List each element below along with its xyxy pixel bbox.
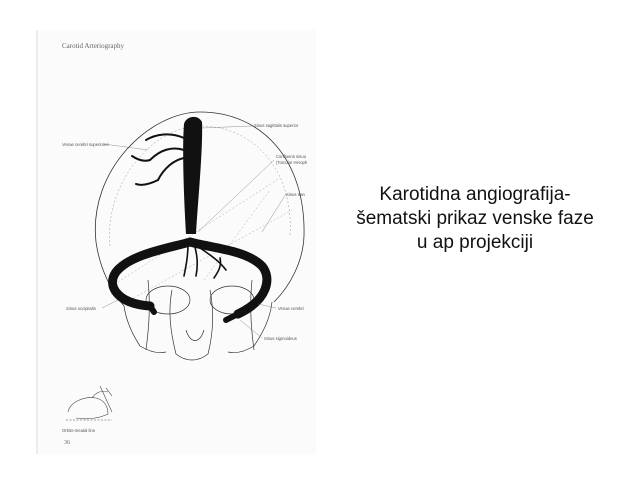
label-sinus-occipitalis: Sinus occipitalis [66,306,96,311]
caption-line-3: u ap projekciji [416,232,534,253]
caption-line-2: šematski prikaz venske faze [356,208,594,229]
label-sinus-transversus: Sinus tran [286,192,305,197]
label-sinus-sagittalis-superior: Sinus sagittalis superior [254,123,299,128]
right-sinus-end [226,314,238,320]
label-sinus-sigmoideus: Sinus sigmoideus [264,336,297,341]
caption [322,183,628,255]
label-venae-cerebri-superiores: Venae cerebri superiores [62,142,109,147]
label-torcular-herophili: (Torcular Heroph [276,160,308,165]
page-header: Carotid Arteriography [62,42,125,50]
skull-base-structures [124,280,272,360]
caption-line-1: Karotidna angiografija- [379,184,571,205]
inset-head-profile [66,386,112,420]
left-sinus-end [150,306,154,312]
page-number: 36 [64,440,70,446]
superior-cerebral-veins [132,134,184,184]
label-orbito-meatal-line: Orbito-meatal line [62,428,96,433]
label-confluens-sinuum: Confluens sinuu [276,154,307,159]
superior-sagittal-sinus [183,117,202,234]
label-venae-cerebri: Venae cerebri [278,306,304,311]
